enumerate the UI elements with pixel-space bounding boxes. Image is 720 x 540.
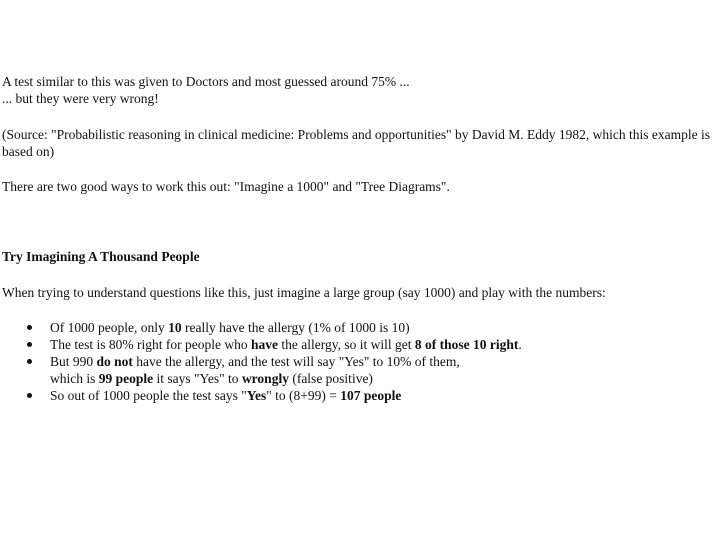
bullet-4-bold-yes: Yes [246, 388, 267, 403]
list-item [0, 353, 720, 387]
bullet-2-text-c: the allergy, so it will get [277, 337, 415, 352]
bullet-dot-icon [27, 325, 32, 330]
bullet-4-text-c: " to (8+99) = [266, 388, 341, 403]
bullet-dot-icon [27, 359, 32, 364]
bullet-2-text-e: . [518, 337, 522, 352]
bullet-2-bold-result: 8 of those 10 right [414, 337, 519, 352]
bullet-3-bold-do-not: do not [96, 354, 133, 369]
bullet-3-text-c: have the allergy, and the test will say "Yes" to 10% of them, [132, 354, 460, 369]
bullet-dot-icon [27, 393, 32, 398]
list-item [0, 319, 720, 336]
source-line-2: based on) [2, 144, 55, 159]
bullet-2-text-a: The test is 80% right for people who [50, 337, 251, 352]
list-item [0, 336, 720, 353]
bullet-dot-icon [27, 342, 32, 347]
source-line-1: (Source: "Probabilistic reasoning in clinical medicine: Problems and opportunities" by David M. Eddy 1982, which this example is [2, 127, 711, 142]
bullet-3-text-a: But 990 [50, 354, 97, 369]
intro-line-1: A test similar to this was given to Doctors and most guessed around 75% ... [2, 74, 410, 89]
intro-paragraph [2, 73, 720, 107]
bullet-3-bold-people: 99 people [98, 371, 154, 386]
bullet-1-text-c: really have the allergy (1% of 1000 is 10) [181, 320, 410, 335]
methods-paragraph [2, 178, 720, 195]
bullet-4-bold-total: 107 people [340, 388, 402, 403]
list-item [0, 387, 720, 404]
intro-line-2: ... but they were very wrong! [2, 91, 159, 106]
bullet-2-bold-have: have [250, 337, 278, 352]
source-citation [2, 126, 720, 160]
section-heading: Try Imagining A Thousand People [2, 249, 200, 264]
bullet-1-text-a: Of 1000 people, only [50, 320, 169, 335]
bullet-1-bold-count: 10 [168, 320, 182, 335]
bullet-3-text-f: it says "Yes" to [153, 371, 242, 386]
section-instruction: When trying to understand questions like this, just imagine a large group (say 1000) and play with the numbers: [2, 285, 606, 300]
methods-text: There are two good ways to work this out: "Imagine a 1000" and "Tree Diagrams". [2, 179, 450, 194]
bullet-3-text-d: which is [50, 371, 99, 386]
bullet-4-text-a: So out of 1000 people the test says " [50, 388, 247, 403]
bullet-3-bold-wrongly: wrongly [241, 371, 289, 386]
bullet-3-text-h: (false positive) [288, 371, 373, 386]
bullet-list [0, 319, 720, 404]
